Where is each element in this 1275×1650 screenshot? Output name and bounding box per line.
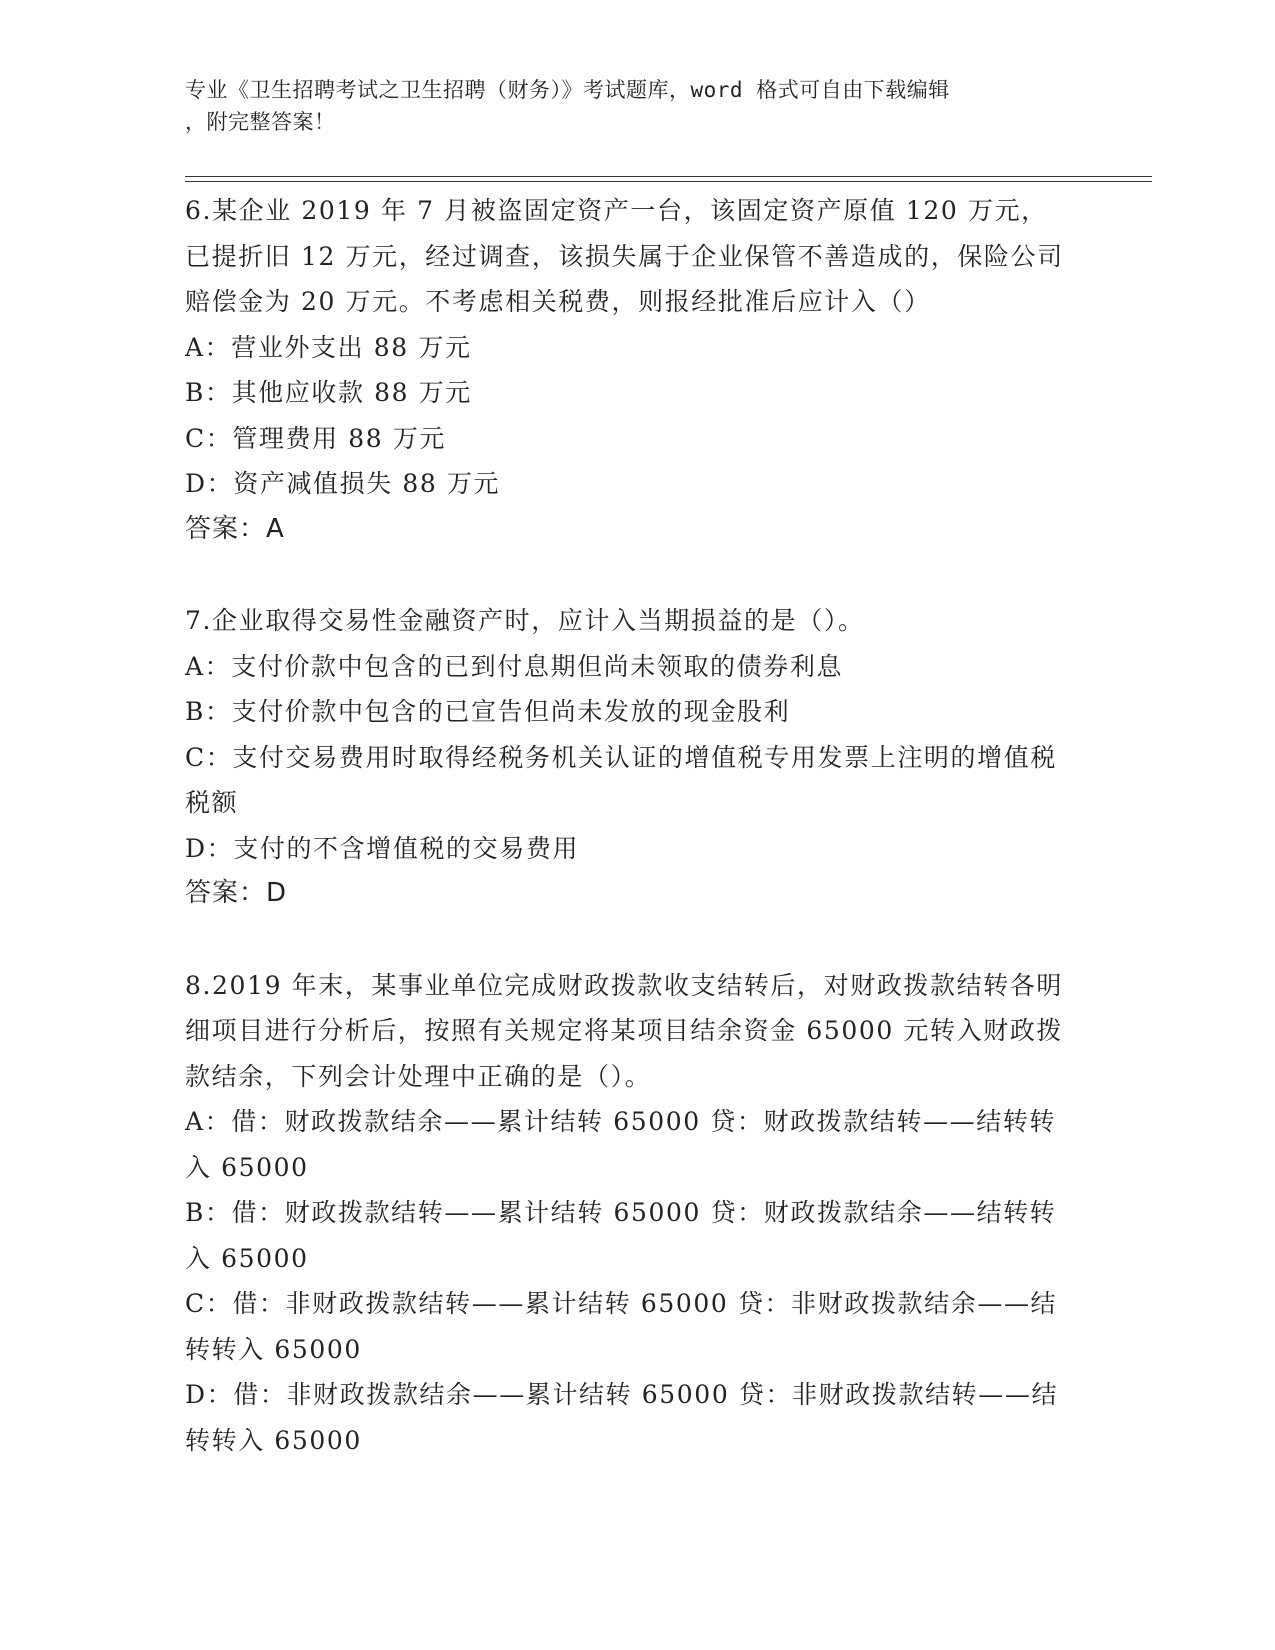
question-stem: 8.2019 年末，某事业单位完成财政拨款收支结转后，对财政拨款结转各明细项目进行分析后，按照有关规定将某项目结余资金 65000 元转入财政拨款结余，下列会计处理中正确的是（）。 xyxy=(185,970,1064,1091)
question-stem: 7.企业取得交易性金融资产时，应计入当期损益的是（）。 xyxy=(185,606,865,635)
document-header xyxy=(185,74,1065,138)
header-rule-bottom xyxy=(185,181,1152,182)
header-rule-top xyxy=(185,176,1152,177)
option-d: D：支付的不含增值税的交易费用 xyxy=(185,833,580,863)
option-a: A：支付价款中包含的已到付息期但尚未领取的债券利息 xyxy=(185,651,844,681)
answer: 答案：A xyxy=(185,513,285,544)
option-a: A：营业外支出 88 万元 xyxy=(185,332,472,362)
option-c: C：支付交易费用时取得经税务机关认证的增值税专用发票上注明的增值税税额 xyxy=(185,742,1057,817)
option-b: B：其他应收款 88 万元 xyxy=(185,378,472,407)
header-line-2: ，附完整答案！ xyxy=(185,110,336,134)
option-d: D：借：非财政拨款结余——累计结转 65000 贷：非财政拨款结转——结转转入 65000 xyxy=(185,1380,1059,1455)
option-c: C：管理费用 88 万元 xyxy=(185,423,447,453)
option-b: B：支付价款中包含的已宣告但尚未发放的现金股利 xyxy=(185,697,791,726)
question-6 xyxy=(185,188,1065,552)
header-line-1: 专业《卫生招聘考试之卫生招聘（财务）》考试题库，word 格式可自由下载编辑 xyxy=(185,78,950,102)
option-b: B：借：财政拨款结转——累计结转 65000 贷：财政拨款结余——结转转入 65000 xyxy=(185,1198,1057,1273)
question-7 xyxy=(185,598,1065,917)
question-8 xyxy=(185,963,1065,1464)
answer: 答案：D xyxy=(185,878,288,908)
question-stem: 6.某企业 2019 年 7 月被盗固定资产一台，该固定资产原值 120 万元，已提折旧 12 万元，经过调查，该损失属于企业保管不善造成的，保险公司赔偿金为 20 万元。不考虑相关税费，则报经批准后应计入（） xyxy=(185,196,1064,316)
option-a: A：借：财政拨款结余——累计结转 65000 贷：财政拨款结转——结转转入 65000 xyxy=(185,1107,1057,1182)
question-list xyxy=(185,188,1065,1509)
option-c: C：借：非财政拨款结转——累计结转 65000 贷：非财政拨款结余——结转转入 65000 xyxy=(185,1289,1058,1364)
option-d: D：资产减值损失 88 万元 xyxy=(185,469,501,498)
